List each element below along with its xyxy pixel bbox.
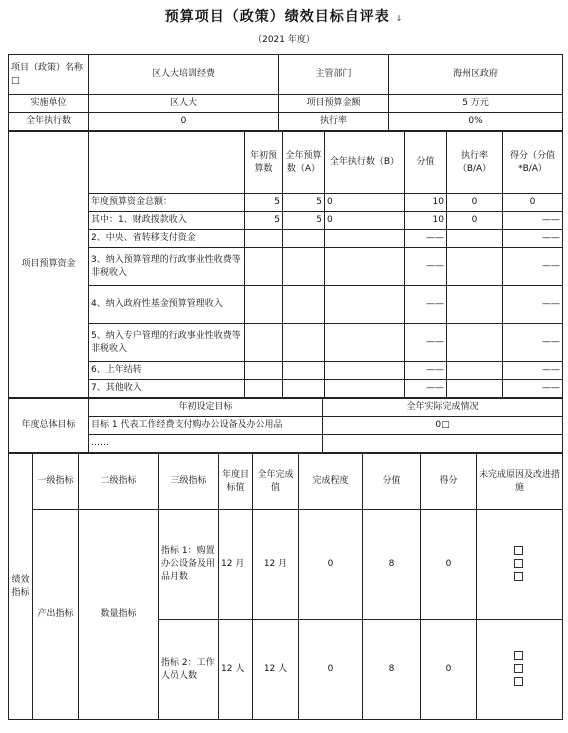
budget-row: [9, 212, 563, 230]
budget-section-label: 项目预算资金: [9, 132, 89, 398]
budget-row-got: ——: [503, 230, 563, 248]
budget-row-init: [245, 362, 283, 380]
perf-header-actual: 全年完成值: [253, 454, 299, 510]
budget-row-name: 2、中央、省转移支付资金: [89, 230, 245, 248]
dept-value: 海州区政府: [389, 55, 563, 95]
exec-value: 0: [89, 113, 279, 131]
goal-section-label: 年度总体目标: [9, 399, 89, 453]
goal-actual-text: 0□: [323, 417, 563, 435]
info-table: [8, 54, 563, 131]
rate-label: 执行率: [279, 113, 389, 131]
goal-empty: [323, 435, 563, 453]
budget-row-full: [283, 286, 325, 324]
project-name-value: 区人大培训经费: [89, 55, 279, 95]
header-got: 得分（分值*B/A）: [503, 132, 563, 194]
perf-level2: 数量指标: [79, 510, 159, 720]
perf-header-reason: 未完成原因及改进措施: [477, 454, 563, 510]
perf-table: [8, 453, 563, 720]
budget-row-name: 其中：1、财政拨款收入: [89, 212, 245, 230]
budget-row-score: ——: [405, 248, 447, 286]
budget-row-score: ——: [405, 324, 447, 362]
budget-row-full: [283, 248, 325, 286]
rate-value: 0%: [389, 113, 563, 131]
budget-row-score: 10: [405, 212, 447, 230]
perf-header-degree: 完成程度: [299, 454, 363, 510]
checkbox-icon[interactable]: [514, 572, 523, 581]
budget-row-rate: [447, 230, 503, 248]
header-exec: 全年执行数（B）: [325, 132, 405, 194]
header-score: 分值: [405, 132, 447, 194]
budget-row-rate: [447, 380, 503, 398]
budget-row: [9, 362, 563, 380]
checkbox-icon[interactable]: [514, 546, 523, 555]
perf-header-l2: 二级指标: [79, 454, 159, 510]
budget-row-rate: [447, 248, 503, 286]
budget-row: [9, 324, 563, 362]
budget-row-score: ——: [405, 362, 447, 380]
budget-row-score: ——: [405, 230, 447, 248]
budget-row-got: 0: [503, 194, 563, 212]
budget-row-rate: [447, 362, 503, 380]
budget-row-exec: [325, 248, 405, 286]
budget-row-init: [245, 286, 283, 324]
goal-ellipsis: ……: [89, 435, 323, 453]
perf-row-target: 12 人: [219, 620, 253, 720]
budget-row: [9, 194, 563, 212]
budget-header-blank: [89, 132, 245, 194]
budget-row-full: 5: [283, 212, 325, 230]
budget-row-init: [245, 380, 283, 398]
budget-row-exec: 0: [325, 212, 405, 230]
perf-header-l3: 三级指标: [159, 454, 219, 510]
budget-row-full: [283, 362, 325, 380]
budget-row-exec: 0: [325, 194, 405, 212]
checkbox-icon[interactable]: [514, 651, 523, 660]
goal-initial-text: 目标 1 代表工作经费支付购办公设备及办公用品: [89, 417, 323, 435]
perf-row-reason: [477, 620, 563, 720]
budget-row-rate: [447, 286, 503, 324]
title-suffix: ↓: [395, 14, 404, 23]
page-title: 预算项目（政策）绩效目标自评表 ↓: [164, 9, 404, 25]
budget-row-score: ——: [405, 286, 447, 324]
exec-label: 全年执行数: [9, 113, 89, 131]
budget-row-full: [283, 230, 325, 248]
perf-row-name: 指标 1：购置办公设备及用品月数: [159, 510, 219, 620]
perf-row-score: 8: [363, 620, 421, 720]
budget-row-name: 3、纳入预算管理的行政事业性收费等非税收入: [89, 248, 245, 286]
budget-row-init: [245, 230, 283, 248]
budget-row-name: 年度预算资金总额：: [89, 194, 245, 212]
budget-row-name: 7、其他收入: [89, 380, 245, 398]
budget-row-got: ——: [503, 248, 563, 286]
perf-row-degree: 0: [299, 510, 363, 620]
impl-value: 区人大: [89, 95, 279, 113]
budget-row-got: ——: [503, 324, 563, 362]
budget-row-init: 5: [245, 212, 283, 230]
header-rate: 执行率（B/A）: [447, 132, 503, 194]
budget-row: [9, 380, 563, 398]
checkbox-icon[interactable]: [514, 664, 523, 673]
perf-row-actual: 12 月: [253, 510, 299, 620]
budget-row-got: ——: [503, 212, 563, 230]
budget-label: 项目预算金额: [279, 95, 389, 113]
budget-value: 5 万元: [389, 95, 563, 113]
checkbox-icon[interactable]: [514, 559, 523, 568]
budget-table: [8, 131, 563, 398]
perf-row-target: 12 月: [219, 510, 253, 620]
perf-section-label: 绩效指标: [9, 454, 33, 720]
header-full: 全年预算数（A）: [283, 132, 325, 194]
perf-header-score: 分值: [363, 454, 421, 510]
perf-row-score: 8: [363, 510, 421, 620]
budget-row-score: 10: [405, 194, 447, 212]
checkbox-icon[interactable]: [514, 677, 523, 686]
budget-row-rate: [447, 324, 503, 362]
budget-row: [9, 248, 563, 286]
project-name-label: 项目（政策）名称□: [9, 55, 89, 95]
goal-actual-header: 全年实际完成情况: [323, 399, 563, 417]
budget-row-exec: [325, 362, 405, 380]
budget-row-name: 4、纳入政府性基金预算管理收入: [89, 286, 245, 324]
perf-row-got: 0: [421, 620, 477, 720]
goal-initial-header: 年初设定目标: [89, 399, 323, 417]
budget-row-exec: [325, 380, 405, 398]
budget-row-exec: [325, 324, 405, 362]
budget-row-rate: 0: [447, 194, 503, 212]
perf-row-got: 0: [421, 510, 477, 620]
budget-row: [9, 286, 563, 324]
budget-row-rate: 0: [447, 212, 503, 230]
perf-header-l1: 一级指标: [33, 454, 79, 510]
budget-row-got: ——: [503, 286, 563, 324]
page-subtitle: （2021 年度）: [253, 35, 315, 45]
budget-row-exec: [325, 286, 405, 324]
budget-row-full: [283, 324, 325, 362]
perf-row-name: 指标 2：工作人员人数: [159, 620, 219, 720]
perf-row-degree: 0: [299, 620, 363, 720]
header-init: 年初预算数: [245, 132, 283, 194]
impl-label: 实施单位: [9, 95, 89, 113]
evaluation-form: [8, 54, 562, 720]
goal-table: [8, 398, 563, 453]
perf-header-got: 得分: [421, 454, 477, 510]
budget-row-got: ——: [503, 380, 563, 398]
budget-row-exec: [325, 230, 405, 248]
budget-row-full: [283, 380, 325, 398]
budget-row-got: ——: [503, 362, 563, 380]
budget-row-init: 5: [245, 194, 283, 212]
budget-row-name: 5、纳入专户管理的行政事业性收费等非税收入: [89, 324, 245, 362]
perf-row-actual: 12 人: [253, 620, 299, 720]
perf-row-reason: [477, 510, 563, 620]
budget-row-name: 6、上年结转: [89, 362, 245, 380]
budget-row-init: [245, 324, 283, 362]
perf-row: [9, 510, 563, 620]
perf-header-target: 年度目标值: [219, 454, 253, 510]
perf-level1: 产出指标: [33, 510, 79, 720]
dept-label: 主管部门: [279, 55, 389, 95]
budget-row-init: [245, 248, 283, 286]
budget-row: [9, 230, 563, 248]
budget-row-score: ——: [405, 380, 447, 398]
budget-row-full: 5: [283, 194, 325, 212]
